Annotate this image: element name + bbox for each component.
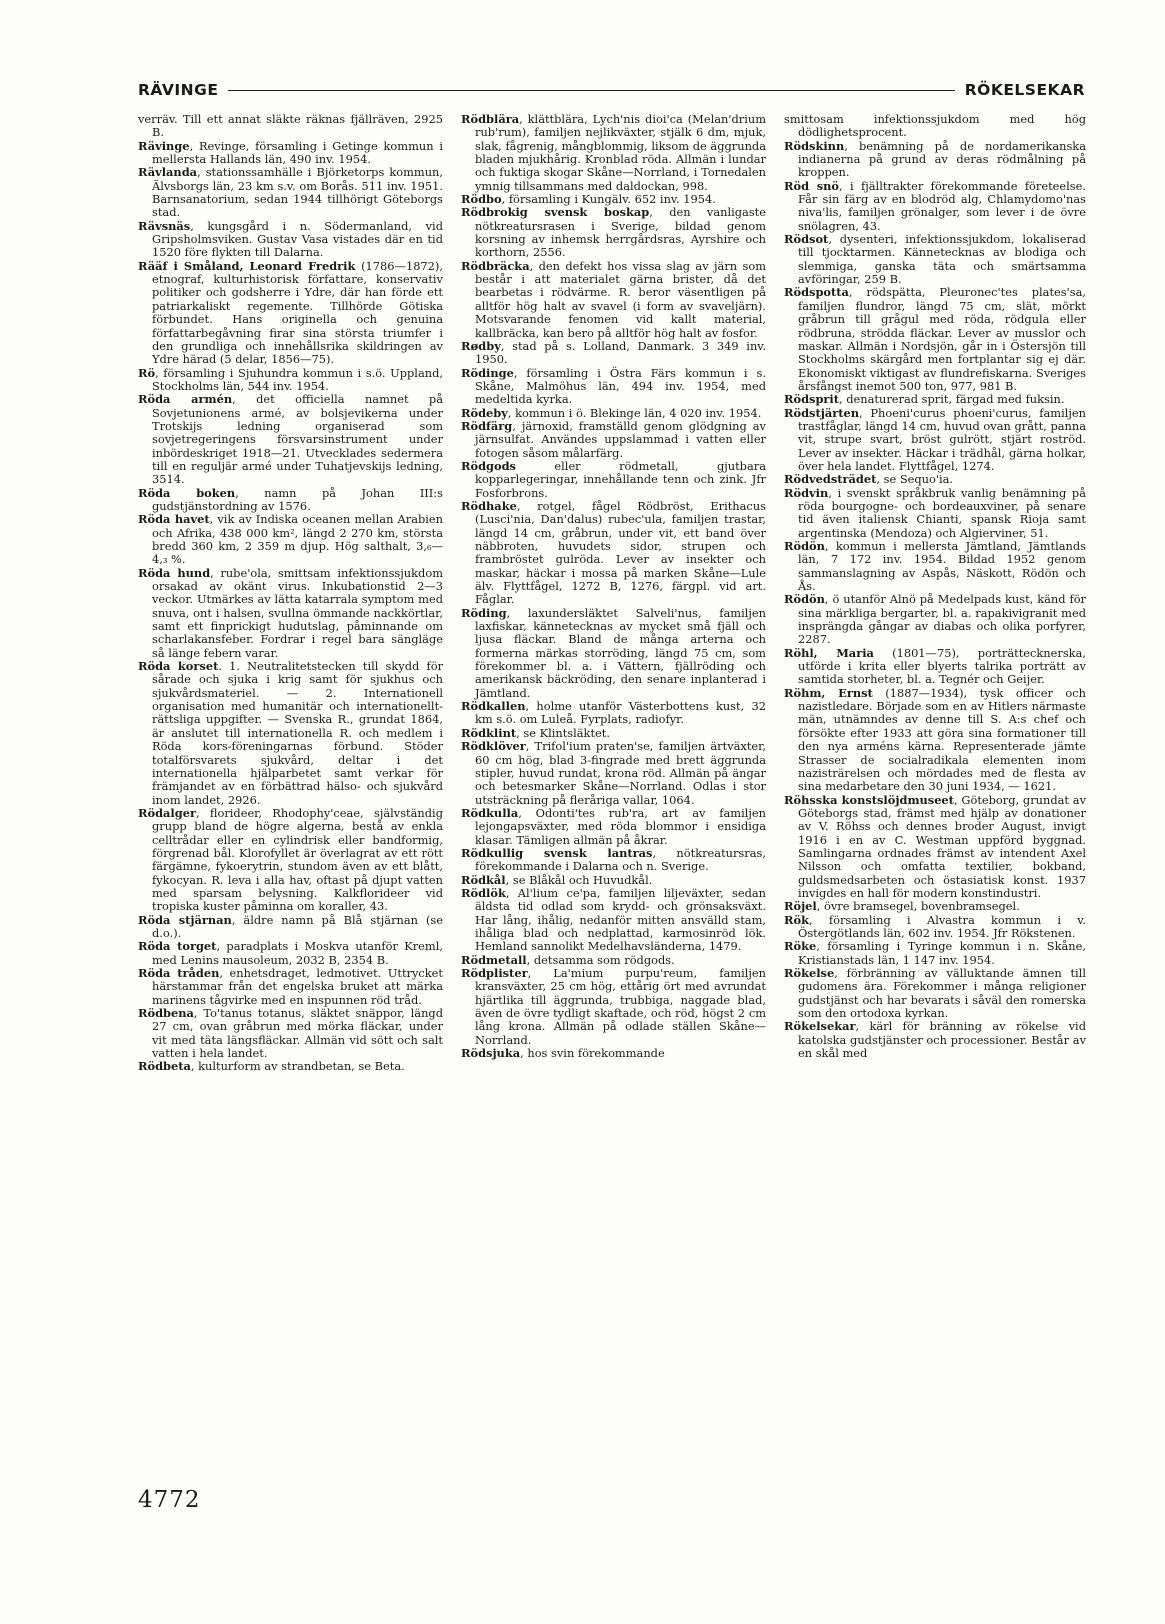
dictionary-entry (138, 807, 443, 914)
entry-text: , Trifol'ium praten'se, familjen ärtväxter, 60 cm hög, blad 3-fingrade med brett äggrunda stipler, huvud rundat, krona röd. Allmän på ängar och betesmarker Skåne—Norrland. Odlas i stor utsträckning på fleråriga vallar, 1064. (475, 739, 766, 807)
dictionary-entry (784, 140, 1086, 180)
entry-headword: Röda hund (138, 565, 211, 580)
entry-text: , stad på s. Lolland, Danmark. 3 349 inv. 1950. (475, 338, 766, 367)
dictionary-entry (784, 286, 1086, 393)
dictionary-entry (784, 940, 1086, 967)
entry-headword: Rödhake (461, 498, 517, 513)
dictionary-entry (138, 140, 443, 167)
dictionary-entry (461, 193, 766, 206)
page-header (138, 78, 1085, 102)
dictionary-entry (784, 180, 1086, 233)
dictionary-entry (138, 1007, 443, 1060)
entry-text: , florideer, Rhodophy'ceae, självständig grupp bland de högre algerna, bestå av enkla celltrådar eller en cylindrisk eller bandformig, förgrenad bål. Klorofyllet är överlagrat av ett rött färgämne, fykoerytrin, stundom även av ett blått, fykocyan. R. leva i alla hav, oftast på djupt vatten med sparsam belysning. Kalkflorideer vid tropiska kuster påminna om koraller, 43. (152, 805, 443, 914)
entry-text: , enhetsdraget, ledmotivet. Uttrycket härstammar från det engelska bruket att märka marinens tågvirke med en inspunnen röd tråd. (152, 966, 443, 1007)
entry-headword: Röda korset (138, 659, 219, 674)
entry-text: , församling i Sjuhundra kommun i s.ö. Uppland, Stockholms län, 544 inv. 1954. (152, 365, 443, 393)
dictionary-entry (461, 407, 766, 420)
entry-text: , To'tanus totanus, släktet snäppor, längd 27 cm, ovan gråbrun med mörka fläckar, under vit med täta längsfläckar. Allmän vid sött och salt vatten i hela landet. (152, 1006, 443, 1061)
entry-headword: Rödeby (461, 405, 508, 420)
entry-text: , kommun i ö. Blekinge län, 4 020 inv. 1954. (507, 405, 762, 420)
entry-headword: Röda stjärnan (138, 912, 232, 927)
entry-text: smittosam infektionssjukdom med hög dödlighetsprocent. (784, 113, 1086, 140)
dictionary-entry (784, 407, 1086, 474)
entry-text: , paradplats i Moskva utanför Kreml, med Lenins mausoleum, 2032 B, 2354 B. (152, 939, 443, 967)
dictionary-entry (784, 113, 1086, 140)
entry-text: , den defekt hos vissa slag av järn som består i att materialet gärna brister, då det bearbetas i rödvärme. R. beror väsentligen på alltför hög halt av svavel (i form av svaveljärn). Motsvarande fenomen vid kallt material, kallbräcka, kan bero på alltför hög halt av fosfor. (475, 258, 766, 340)
entry-text: (1801—75), porträttecknerska, utförde i krita eller blyerts talrika porträtt av samtida storheter, bl. a. Tegnér och Geijer. (798, 645, 1086, 687)
entry-text: , La'mium purpu'reum, familjen kransväxter, 25 cm hög, ettårig ört med avrundat hjärtlika till äggrunda, trubbiga, naggade blad, även de övre tydligt skaftade, och röd, högst 2 cm lång krona. Allmän på odlade ställen Skåne—Norrland. (475, 966, 766, 1047)
entry-headword: Rävlanda (138, 165, 198, 180)
dictionary-entry (138, 567, 443, 660)
entry-text: , hos svin förekommande (520, 1046, 665, 1061)
entry-text: , denaturerad sprit, färgad med fuksin. (839, 392, 1065, 407)
dictionary-entry (784, 794, 1086, 901)
dictionary-entry (461, 874, 766, 887)
entry-headword: Röhm, Ernst (784, 685, 873, 700)
entry-headword: Röda torget (138, 939, 217, 954)
dictionary-entry (461, 607, 766, 700)
entry-headword: Rödstjärten (784, 405, 859, 420)
entry-headword: Rödbräcka (461, 258, 530, 273)
entry-headword: Röda armén (138, 392, 233, 407)
entry-text: , laxundersläktet Salveli'nus, familjen laxfiskar, kännetecknas av mycket små fjäll och ljusa fläckar. Bland de många arterna och formerna märkas storröding, längd 75 cm, som förekommer bl. a. i Vättern, fjällröding och amerikansk bäckröding, den senare inplanterad i Jämtland. (475, 605, 766, 700)
entry-text: , den vanligaste nötkreatursrasen i Sverige, bildad genom korsning av inhemsk herrgårdsras, Ayrshire och korthorn, 2556. (475, 205, 766, 260)
entry-text: . 1. Neutralitetstecken till skydd för sårade och sjuka i krig samt för sjukhus och sjukvårdsmateriel. — 2. Internationell organisation med humanitär och internationellt-rättsliga uppgifter. — Svenska R., grundat 1864, är anslutet till internationella R. och medlem i Röda kors-föreningarnas förbund. Stöder totalförsvarets sjukvård, deltar i det internationella hjälparbetet samt verkar för främjandet av en förbättrad hälso- och sjukvård inom landet, 2926. (152, 659, 443, 807)
entry-headword: Röhsska konstslöjdmuseet (784, 792, 954, 807)
entry-headword: Röhl, Maria (784, 645, 874, 660)
entry-text: , se Klintsläktet. (516, 725, 610, 740)
entry-headword: Röke (784, 939, 817, 954)
entry-text: , vik av Indiska oceanen mellan Arabien och Afrika, 438 000 km², längd 2 270 km, största bredd 360 km, 2 359 m djup. Hög salthalt, 3,₆—4,₃ %. (152, 512, 443, 567)
dictionary-entry (461, 500, 766, 607)
entry-headword: Rödgods (461, 458, 516, 473)
entry-text: , detsamma som rödgods. (526, 952, 675, 967)
entry-text: , rödspätta, Pleuronec'tes plates'sa, familjen flundror, längd 75 cm, slät, mörkt gråbrun till grågul med röda, rödgula eller rödbruna, strödda fläckar. Lever av musslor och maskar. Allmän i Nordsjön, går in i Östersjön till Stockholms skärgård men fortplantar sig ej där. Ekonomiskt viktigast av flundrefiskarna. Sveriges årsfångst inemot 500 ton, 977, 981 B. (798, 285, 1086, 393)
dictionary-entry (461, 700, 766, 727)
entry-text: , rube'ola, smittsam infektionssjukdom orsakad av okänt virus. Inkubationstid 2—3 veckor. Utmärkes av lätta katarrala symptom med snuva, ont i halsen, svullna ömmande nackkörtlar, samt ett finprickigt hudutslag, påminnande om scharlakansfeber. Fordrar i regel bara sängläge så länge febern varar. (152, 565, 443, 660)
entry-headword: Rödsjuka (461, 1046, 521, 1061)
entry-headword: Rödbrokig svensk boskap (461, 205, 650, 220)
entry-headword: Röjel (784, 899, 817, 914)
column-2 (461, 113, 766, 1453)
entry-headword: Rökelse (784, 966, 835, 980)
entry-text: , äldre namn på Blå stjärnan (se d.o.). (152, 912, 443, 940)
dictionary-entry (138, 260, 443, 367)
dictionary-entry (461, 887, 766, 954)
entry-headword: Röda boken (138, 485, 236, 500)
entry-headword: Rödkål (461, 872, 506, 887)
header-rule (228, 90, 954, 91)
dictionary-entry (461, 967, 766, 1047)
entry-headword: Rödskinn (784, 138, 845, 153)
entry-text: , Phoeni'curus phoeni'curus, familjen trastfåglar, längd 14 cm, huvud ovan grått, panna vit, strupe svart, bröst gulrött, stjärt roströd. Lever av insekter. Häckar i trädhål, gärna holkar, över hela landet. Flyttfågel, 1274. (798, 405, 1086, 473)
entry-text: verräv. Till ett annat släkte räknas fjällräven, 2925 B. (138, 113, 443, 140)
entry-headword: Rödmetall (461, 952, 527, 967)
dictionary-entry (784, 233, 1086, 286)
entry-text: , se Sequo'ia. (876, 472, 954, 487)
column-1 (138, 113, 443, 1453)
dictionary-entry (138, 487, 443, 514)
dictionary-entry (784, 393, 1086, 406)
dictionary-entry (784, 540, 1086, 593)
dictionary-entry (784, 967, 1086, 1020)
dictionary-entry (461, 727, 766, 740)
dictionary-entry (461, 847, 766, 874)
dictionary-entry (138, 513, 443, 566)
entry-text: , kulturform av strandbetan, se Beta. (190, 1059, 405, 1074)
entry-text: , holme utanför Västerbottens kust, 32 km s.ö. om Luleå. Fyrplats, radiofyr. (475, 699, 766, 727)
dictionary-entry (784, 487, 1086, 540)
entry-text: , det officiella namnet på Sovjetunionens armé, av bolsjevikerna under Trotskijs ledning organiserad som sovjetregeringens försvarsinstrument under inbördeskriget 1918—21. Utvecklades sedermera till en reguljär armé under Tuhatjevskijs ledning, 3514. (152, 392, 443, 487)
entry-text: , stationssamhälle i Björketorps kommun, Älvsborgs län, 23 km s.v. om Borås. 511 inv. 1951. Barnsanatorium, sedan 1944 tillhörigt Göteborgs stad. (152, 165, 443, 220)
entry-headword: Rödsot (784, 232, 829, 247)
entry-text: , Göteborg, grundat av Göteborgs stad, främst med hjälp av donationer av V. Röhss och dennes broder August, invigt 1916 i en av C. Westman uppförd byggnad. Samlingarna ordnades främst av intendent Axel Nilsson och omfatta textilier, bokband, guldsmedsarbeten och östasiatisk konst. 1937 invigdes en hall för modern konstindustri. (798, 792, 1086, 900)
entry-headword: Rääf i Småland, Leonard Fredrik (138, 258, 356, 273)
page-number: 4772 (138, 1487, 201, 1513)
entry-headword: Röda havet (138, 512, 210, 527)
dictionary-entry (461, 113, 766, 193)
entry-headword: Rödklint (461, 725, 517, 740)
dictionary-entry (784, 914, 1086, 941)
entry-headword: Rödblära (461, 113, 520, 126)
entry-text: , i svenskt språkbruk vanlig benämning på röda bourgogne- och bordeauxviner, på senare tid även italiensk Chianti, spansk Rioja samt argentinska (Mendoza) och Algierviner, 51. (798, 485, 1086, 540)
entry-headword: Rödbo (461, 192, 502, 207)
entry-headword: Rödbena (138, 1006, 194, 1021)
entry-text: , församling i Östra Färs kommun i s. Skåne, Malmöhus län, 494 inv. 1954, med medeltida kyrka. (475, 365, 766, 407)
dictionary-entry (461, 1047, 766, 1060)
entry-text: , dysenteri, infektionssjukdom, lokaliserad till tjocktarmen. Kännetecknas av blodiga och slemmiga, ganska täta och smärtsamma avföringar, 259 B. (798, 232, 1086, 287)
dictionary-entry (461, 460, 766, 500)
entry-text: , övre bramsegel, bovenbramsegel. (816, 899, 1020, 914)
entry-headword: Rödkulla (461, 805, 519, 820)
column-3 (784, 113, 1086, 1453)
entry-headword: Rök (784, 912, 809, 927)
dictionary-entry (461, 260, 766, 340)
dictionary-entry (461, 206, 766, 259)
entry-text: , församling i Kungälv. 652 inv. 1954. (501, 192, 716, 207)
dictionary-entry (138, 967, 443, 1007)
entry-headword: Rödplister (461, 966, 528, 980)
entry-headword: Rökelsekar (784, 1019, 856, 1034)
dictionary-entry (461, 954, 766, 967)
entry-text: , i fjälltrakter förekommande företeelse. Får sin färg av en blodröd alg, Chlamydomo'nas niva'lis, familjen grönalger, som lever i de övre snölagren, 43. (798, 178, 1086, 233)
dictionary-entry (138, 367, 443, 394)
dictionary-entry (138, 1060, 443, 1073)
header-right-word: RÖKELSEKAR (964, 81, 1085, 99)
entry-headword: Rödön (784, 592, 825, 607)
dictionary-entry (461, 807, 766, 847)
entry-headword: Rødby (461, 338, 501, 353)
entry-text: eller rödmetall, gjutbara kopparlegeringar, innehållande tenn och zink. Jfr Fosforbrons. (475, 458, 766, 500)
entry-headword: Rödvedsträdet (784, 472, 877, 487)
entry-text: , benämning på de nordamerikanska indianerna på grund av deras rödmålning på kroppen. (798, 138, 1086, 180)
dictionary-entry (784, 647, 1086, 687)
dictionary-entry (138, 940, 443, 967)
entry-headword: Rävinge (138, 138, 190, 153)
entry-headword: Rödön (784, 539, 825, 553)
entry-headword: Rödvin (784, 485, 829, 500)
dictionary-entry (461, 420, 766, 460)
entry-text: , ö utanför Alnö på Medelpads kust, känd för sina märkliga bergarter, bl. a. rapakivigranit med insprängda gångar av diabas och olika porfyrer, 2287. (798, 592, 1086, 647)
entry-text: , namn på Johan III:s gudstjänstordning av 1576. (152, 485, 443, 513)
entry-text: , nötkreatursras, förekommande i Dalarna och n. Sverige. (475, 845, 766, 874)
dictionary-entry (138, 113, 443, 140)
entry-headword: Rödbeta (138, 1059, 191, 1074)
entry-text: , Revinge, församling i Getinge kommun i mellersta Hallands län, 490 inv. 1954. (152, 138, 443, 167)
dictionary-entry (784, 1020, 1086, 1060)
entry-headword: Rö (138, 365, 156, 380)
dictionary-entry (784, 900, 1086, 913)
header-left-word: RÄVINGE (138, 81, 219, 99)
dictionary-entry (461, 367, 766, 407)
entry-text: (1786—1872), etnograf, kulturhistorisk författare, konservativ politiker och godsherre i Ydre, där han förde ett patriarkaliskt regemente. Tillhörde Götiska förbundet. Hans originella och genuina författarbegåvning firar sina största triumfer i den grundliga och innehållsrika skildringen av Ydre härad (5 delar, 1856—75). (152, 258, 443, 367)
entry-text: , Al'lium ce'pa, familjen liljeväxter, sedan äldsta tid odlad som krydd- och grönsaksväxt. Har lång, ihålig, nedanför mitten ansvälld stam, ihåliga blad och nedplattad, karmosinröd lök. Hemland sannolikt Medelhavsländerna, 1479. (475, 885, 766, 954)
dictionary-entry (784, 473, 1086, 486)
dictionary-entry (784, 687, 1086, 794)
entry-text: , kungsgård i n. Södermanland, vid Gripsholmsviken. Gustav Vasa vistades där en tid 1520 före flykten till Dalarna. (152, 218, 443, 260)
entry-text: , församling i Tyringe kommun i n. Skåne, Kristianstads län, 1 147 inv. 1954. (798, 939, 1086, 967)
entry-text: , kärl för bränning av rökelse vid katolska gudstjänster och processioner. Består av en skål med (798, 1019, 1086, 1061)
entry-text: , järnoxid, framställd genom glödgning av järnsulfat. Användes uppslammad i vatten eller fotogen såsom målarfärg. (475, 418, 766, 460)
entry-headword: Rödklöver (461, 739, 526, 754)
dictionary-entry (138, 393, 443, 486)
entry-headword: Rödkullig svensk lantras (461, 845, 653, 860)
dictionary-entry (461, 340, 766, 367)
entry-headword: Rödspotta (784, 285, 849, 300)
entry-headword: Rävsnäs (138, 218, 191, 233)
entry-text: , kommun i mellersta Jämtland, Jämtlands län, 7 172 inv. 1954. Bildad 1952 genom sammanslagning av Aspås, Näskott, Rödön och Ås. (798, 539, 1086, 594)
entry-headword: Rödsprit (784, 392, 839, 407)
dictionary-entry (784, 593, 1086, 646)
dictionary-entry (461, 740, 766, 807)
entry-headword: Röding (461, 605, 507, 620)
entry-text: , församling i Alvastra kommun i v. Östergötlands län, 602 inv. 1954. Jfr Rökstenen. (798, 912, 1086, 940)
dictionary-entry (138, 166, 443, 219)
entry-headword: Rödfärg (461, 418, 513, 433)
entry-text: , se Blåkål och Huvudkål. (505, 872, 653, 887)
entry-text: , förbränning av välluktande ämnen till gudomens ära. Förekommer i många religioner gudstjänst och har bevarats i såväl den romerska som den ortodoxa kyrkan. (798, 966, 1086, 1021)
entry-headword: Rödlök (461, 885, 506, 900)
entry-text: , rotgel, fågel Rödbröst, Erithacus (Lusci'nia, Dan'dalus) rubec'ula, familjen trastar, längd 14 cm, gråbrun, under vit, ett band över näbbroten, huvudets sidor, strupen och frambröstet gulröda. Lever av insekter och maskar, häckar i mossa på marken Skåne—Lule älv. Flyttfågel, 1272 B, 1276, färgpl. vid art. Fåglar. (475, 498, 766, 607)
dictionary-entry (138, 660, 443, 807)
entry-text: , Odonti'tes rub'ra, art av familjen lejongapsväxter, med röda blommor i ensidiga klasar. Tämligen allmän på åkrar. (475, 805, 766, 847)
entry-headword: Rödinge (461, 365, 514, 380)
entry-headword: Röd snö (784, 178, 840, 193)
entry-text: (1887—1934), tysk officer och nazistledare. Började som en av Hitlers närmaste män, utnämndes av denne till S. A:s chef och försökte efter 1933 att göra sina formationer till den nya arméns kärna. Representerade jämte Strasser de socialradikala elementen inom nazisträrelsen och mördades med de flesta av sina medarbetare den 30 juni 1934, — 1621. (798, 685, 1086, 794)
entry-headword: Rödalger (138, 805, 196, 820)
entry-headword: Rödkallen (461, 699, 526, 714)
entry-headword: Röda tråden (138, 966, 220, 980)
dictionary-entry (138, 220, 443, 260)
dictionary-entry (138, 914, 443, 941)
entry-text: , klättblära, Lych'nis dioi'ca (Melan'drium rub'rum), familjen nejlikväxter, stjälk 6 dm, mjuk, slak, fågrenig, mångblommig, liksom de äggrunda bladen mjukhårig. Kronblad röda. Allmän i lundar och fuktiga skogar Skåne—Norrland, i Tornedalen ymnig tillsammans med daldockan, 998. (475, 113, 766, 193)
